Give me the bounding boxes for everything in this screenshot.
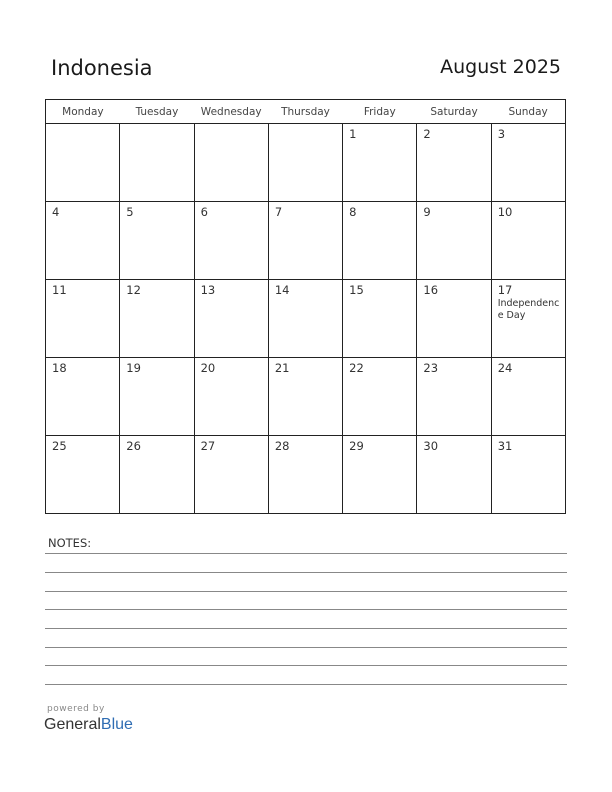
- day-cell: [120, 358, 194, 436]
- note-line[interactable]: [45, 572, 567, 573]
- day-cell: [194, 358, 268, 436]
- notes-label: NOTES:: [48, 536, 92, 550]
- day-cell: [491, 124, 565, 202]
- weekday-header: Thursday: [268, 100, 342, 124]
- day-cell: [417, 202, 491, 280]
- day-cell: [417, 124, 491, 202]
- day-number: 10: [497, 205, 513, 219]
- day-number: 3: [497, 127, 506, 141]
- day-number: 18: [52, 361, 67, 375]
- day-number: 14: [274, 283, 290, 297]
- day-number: 24: [497, 361, 513, 375]
- day-number: 16: [423, 283, 439, 297]
- day-cell: [268, 436, 342, 514]
- day-cell: [120, 124, 194, 202]
- day-number: 11: [52, 283, 67, 297]
- day-number: 4: [52, 205, 60, 219]
- day-cell: [120, 202, 194, 280]
- day-number: 13: [200, 283, 216, 297]
- day-cell: [194, 124, 268, 202]
- weekday-header: Monday: [46, 100, 120, 124]
- day-number: 1: [349, 127, 357, 141]
- day-number: 15: [349, 283, 364, 297]
- brand-general: General: [44, 716, 101, 733]
- day-number: 29: [349, 439, 364, 453]
- day-number: 27: [200, 439, 216, 453]
- day-cell: [343, 202, 417, 280]
- day-cell: [417, 280, 491, 358]
- calendar-grid: [45, 99, 566, 514]
- day-number: [269, 124, 342, 127]
- note-line[interactable]: [45, 591, 567, 592]
- day-cell: [268, 202, 342, 280]
- day-number: 23: [423, 361, 439, 375]
- day-cell: [491, 358, 565, 436]
- day-number: 20: [200, 361, 216, 375]
- day-cell: [417, 358, 491, 436]
- note-line[interactable]: [45, 609, 567, 610]
- day-cell: [194, 202, 268, 280]
- holiday-label: Independence Day: [497, 298, 560, 321]
- day-number: 9: [423, 205, 431, 219]
- week-row: [46, 124, 566, 202]
- day-cell: [46, 280, 120, 358]
- week-row: [46, 280, 566, 358]
- day-cell: [46, 436, 120, 514]
- day-cell: [491, 436, 565, 514]
- day-cell: [46, 358, 120, 436]
- day-number: 25: [52, 439, 67, 453]
- day-cell: [491, 202, 565, 280]
- day-number: [120, 124, 193, 127]
- day-cell: [491, 280, 565, 358]
- day-cell: [343, 280, 417, 358]
- weekday-header: Sunday: [491, 100, 565, 124]
- day-number: 22: [349, 361, 364, 375]
- day-number: [46, 124, 119, 127]
- week-row: [46, 358, 566, 436]
- weekday-header: Tuesday: [120, 100, 194, 124]
- day-number: 7: [274, 205, 283, 219]
- day-number: 17: [497, 283, 513, 297]
- note-line[interactable]: [45, 684, 567, 685]
- country-title: Indonesia: [51, 56, 153, 80]
- day-cell: [120, 436, 194, 514]
- day-number: 31: [497, 439, 513, 453]
- day-number: 26: [126, 439, 141, 453]
- day-cell: [343, 436, 417, 514]
- day-cell: [46, 124, 120, 202]
- day-cell: [343, 124, 417, 202]
- brand-blue: Blue: [100, 716, 133, 733]
- day-cell: [268, 280, 342, 358]
- week-row: [46, 436, 566, 514]
- day-cell: [417, 436, 491, 514]
- weekday-header: Saturday: [417, 100, 491, 124]
- day-cell: [194, 280, 268, 358]
- day-number: 12: [126, 283, 141, 297]
- weekday-header: Friday: [343, 100, 417, 124]
- day-number: 30: [423, 439, 439, 453]
- day-number: 19: [126, 361, 141, 375]
- day-cell: [46, 202, 120, 280]
- day-number: 8: [349, 205, 357, 219]
- note-line[interactable]: [45, 647, 567, 648]
- day-number: [195, 124, 268, 127]
- powered-by-text: powered by: [47, 704, 105, 714]
- note-line[interactable]: [45, 553, 567, 554]
- month-title: August 2025: [440, 56, 561, 78]
- day-cell: [268, 358, 342, 436]
- weekday-header-row: [46, 100, 566, 124]
- day-cell: [268, 124, 342, 202]
- day-number: 5: [126, 205, 134, 219]
- day-cell: [194, 436, 268, 514]
- day-number: 2: [423, 127, 431, 141]
- week-row: [46, 202, 566, 280]
- day-number: 28: [274, 439, 290, 453]
- note-line[interactable]: [45, 665, 567, 666]
- day-number: 21: [274, 361, 290, 375]
- note-line[interactable]: [45, 628, 567, 629]
- brand-logo[interactable]: [44, 716, 133, 734]
- day-cell: [120, 280, 194, 358]
- weekday-header: Wednesday: [194, 100, 268, 124]
- day-cell: [343, 358, 417, 436]
- day-number: 6: [200, 205, 208, 219]
